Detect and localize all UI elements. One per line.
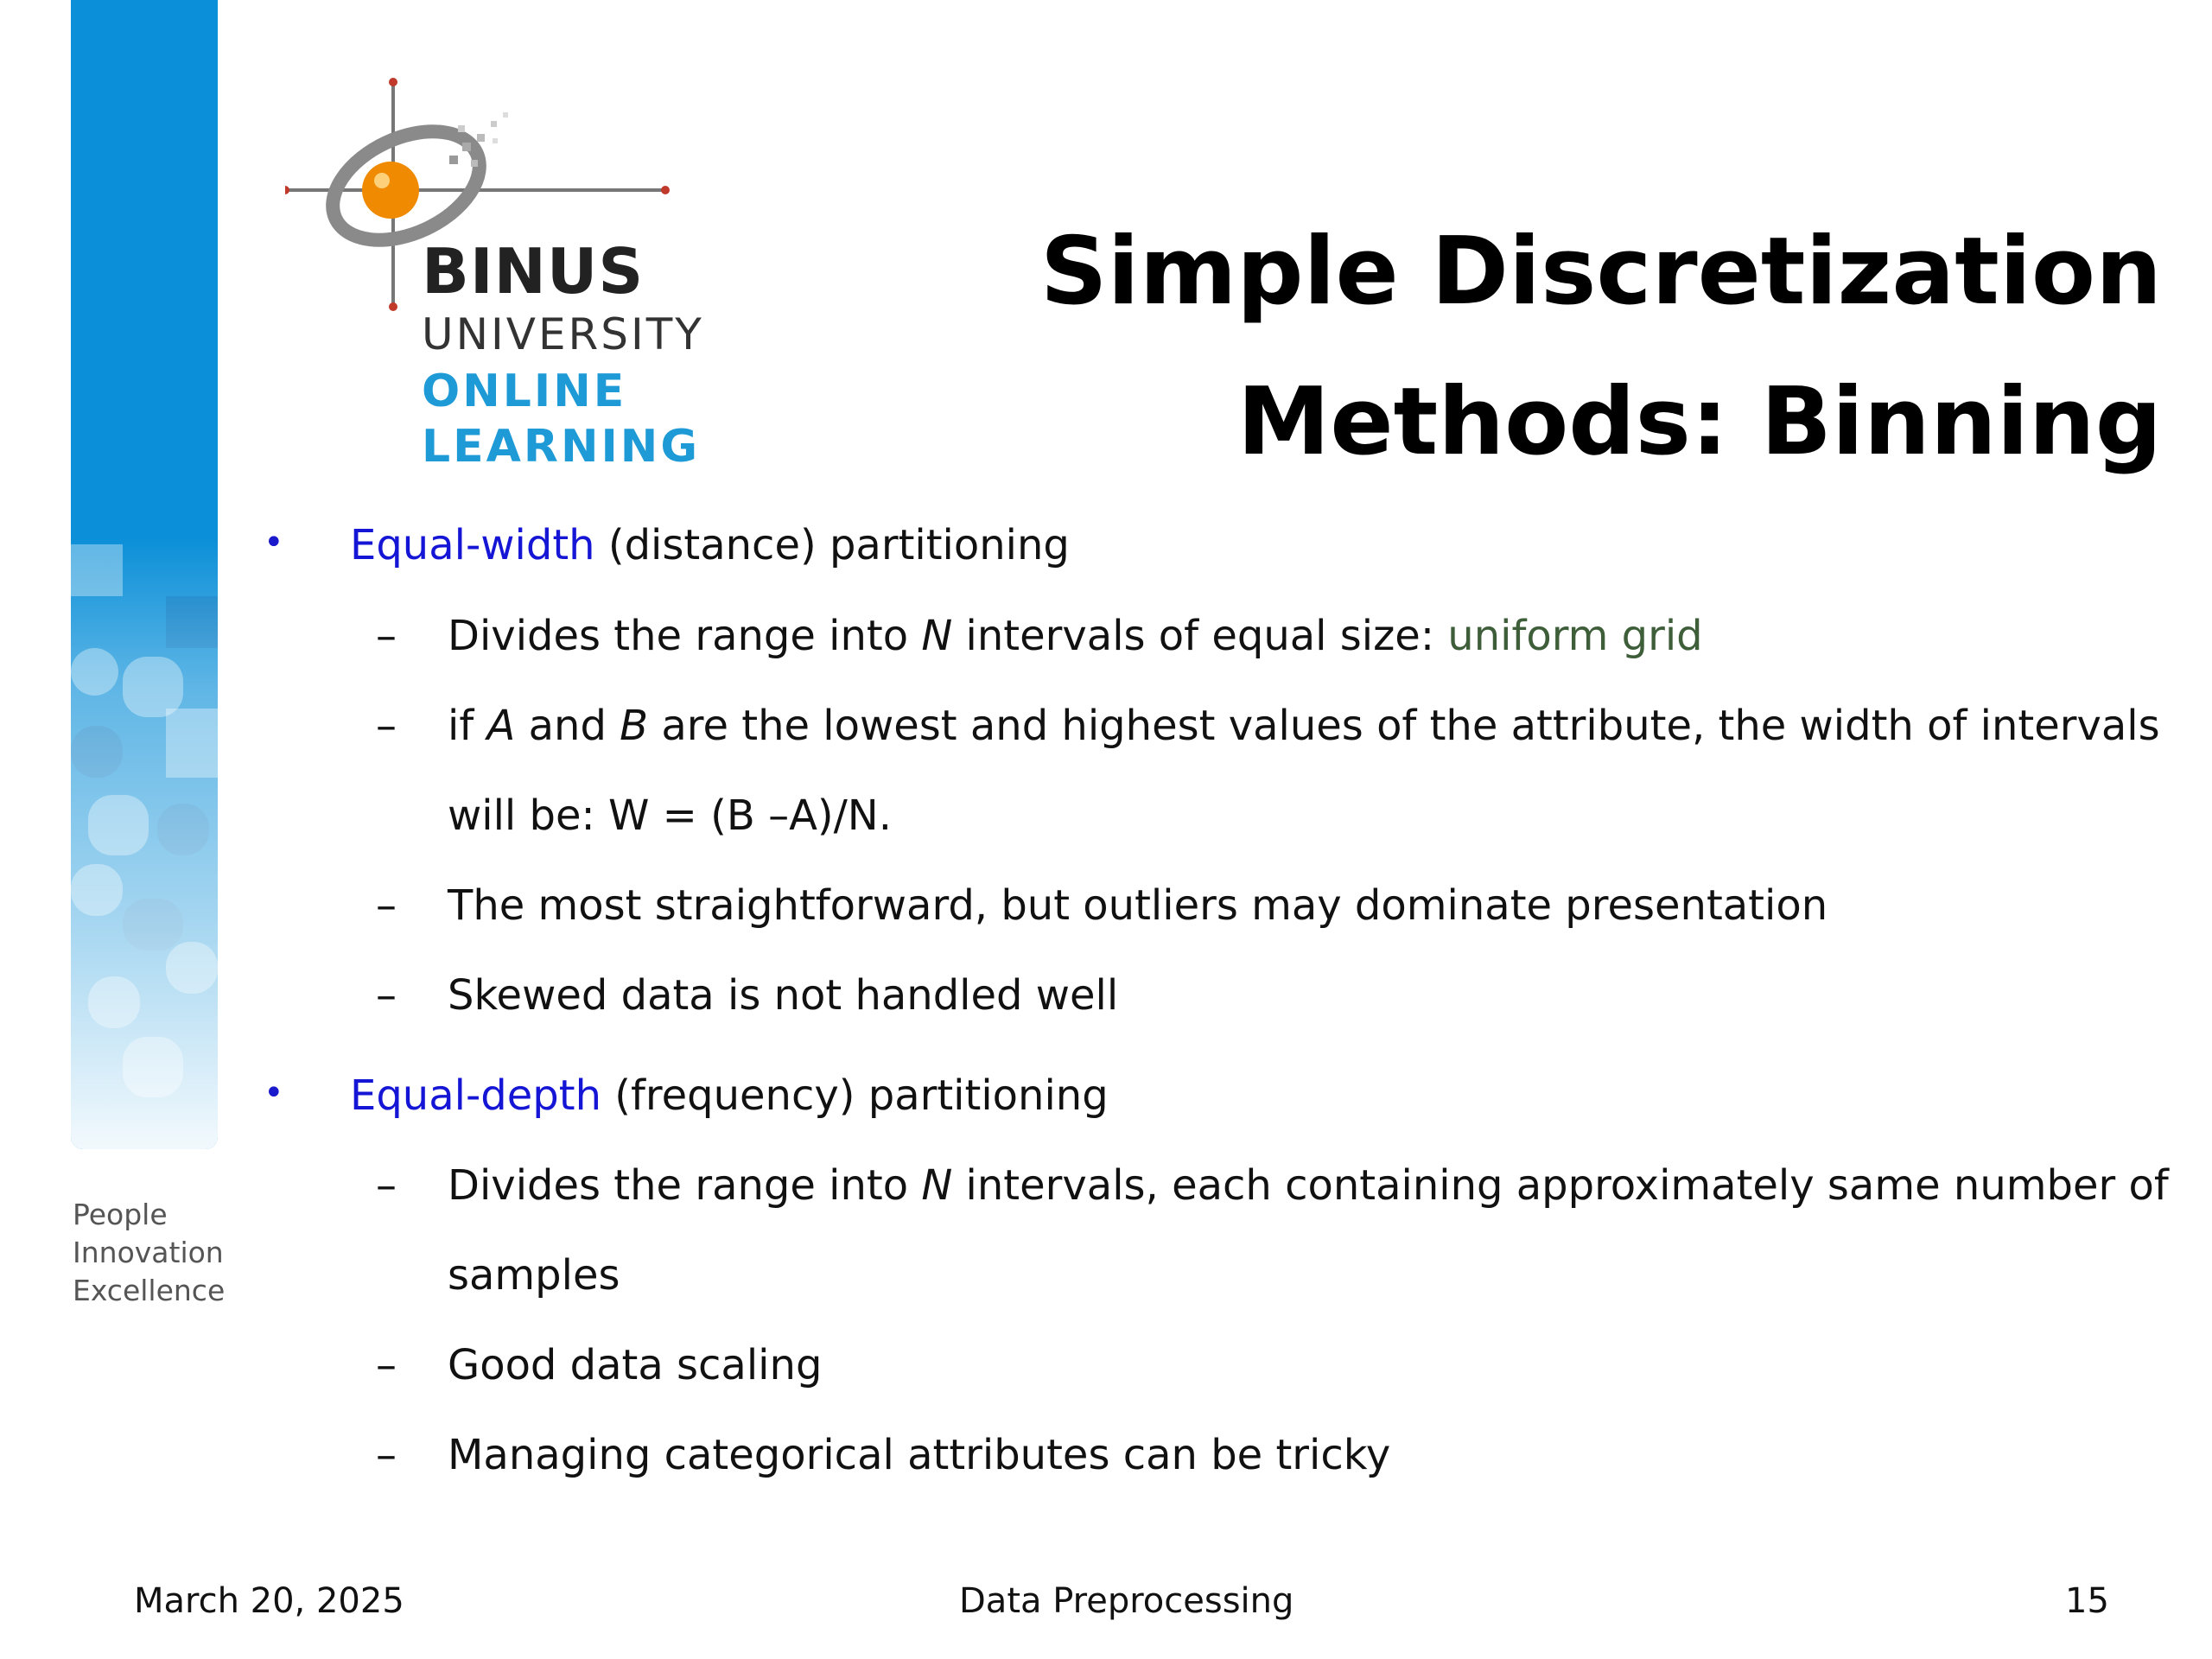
bullet-equal-depth [350, 1071, 1109, 1120]
slide-title [866, 197, 2162, 498]
slide-title-line1: Simple Discretization [1039, 218, 2162, 326]
dash-icon: – [376, 881, 397, 930]
tagline [73, 1196, 225, 1310]
bullet-lead: Equal-depth [350, 1071, 601, 1120]
bullet-dot-icon: • [264, 1073, 284, 1113]
tagline-innovation: Innovation [73, 1236, 224, 1269]
tagline-excellence: Excellence [73, 1274, 226, 1307]
dash-icon: – [376, 612, 397, 660]
logo-university: UNIVERSITY [422, 309, 704, 359]
bullet-lead: Equal-width [350, 521, 595, 569]
sub-item-text: and [515, 702, 620, 750]
sub-item: Skewed data is not handled well [448, 971, 1119, 1020]
bullet-text: (frequency) partitioning [601, 1071, 1109, 1120]
tagline-people: People [73, 1198, 168, 1231]
sub-item: Managing categorical attributes can be tricky [448, 1431, 1391, 1479]
sub-item-var: B [620, 702, 649, 750]
sub-item-var: N [921, 612, 953, 660]
dash-icon: – [376, 1431, 397, 1479]
sub-item-continuation: samples [448, 1251, 620, 1300]
bullet-dot-icon: • [264, 523, 284, 563]
sub-item [448, 1161, 2169, 1210]
sub-item-var: A [486, 702, 516, 750]
sub-item-text: Divides the range into [448, 1161, 922, 1210]
sub-item-text: intervals of equal size: [952, 612, 1448, 660]
slide-title-line2: Methods: Binning [1236, 368, 2162, 476]
sub-item-var: N [921, 1161, 953, 1210]
sub-item: Good data scaling [448, 1341, 823, 1389]
sub-item: The most straightforward, but outliers may dominate presentation [448, 881, 1828, 930]
sub-item [448, 702, 2160, 750]
sub-item-text: are the lowest and highest values of the attribute, the width of intervals [648, 702, 2160, 750]
sub-item-text: if [448, 702, 487, 750]
footer-date: March 20, 2025 [134, 1581, 404, 1621]
sub-item-text: Divides the range into [448, 612, 922, 660]
bullet-text: (distance) partitioning [594, 521, 1070, 569]
footer-topic: Data Preprocessing [959, 1581, 1294, 1621]
sub-item-continuation: will be: W = (B –A)/N. [448, 791, 892, 840]
page-number: 15 [2065, 1581, 2109, 1621]
logo-learning: LEARNING [422, 421, 701, 473]
bullet-equal-width [350, 521, 1070, 569]
logo-online: ONLINE [422, 365, 627, 417]
logo-wordmark: BINUS [422, 235, 645, 308]
dash-icon: – [376, 971, 397, 1020]
sub-item-text: intervals, each containing approximately same number of [952, 1161, 2169, 1210]
dash-icon: – [376, 702, 397, 750]
sub-item-accent: uniform grid [1447, 612, 1703, 660]
dash-icon: – [376, 1341, 397, 1389]
sub-item [448, 612, 1703, 660]
sidebar-banner [71, 0, 218, 1149]
dash-icon: – [376, 1161, 397, 1210]
